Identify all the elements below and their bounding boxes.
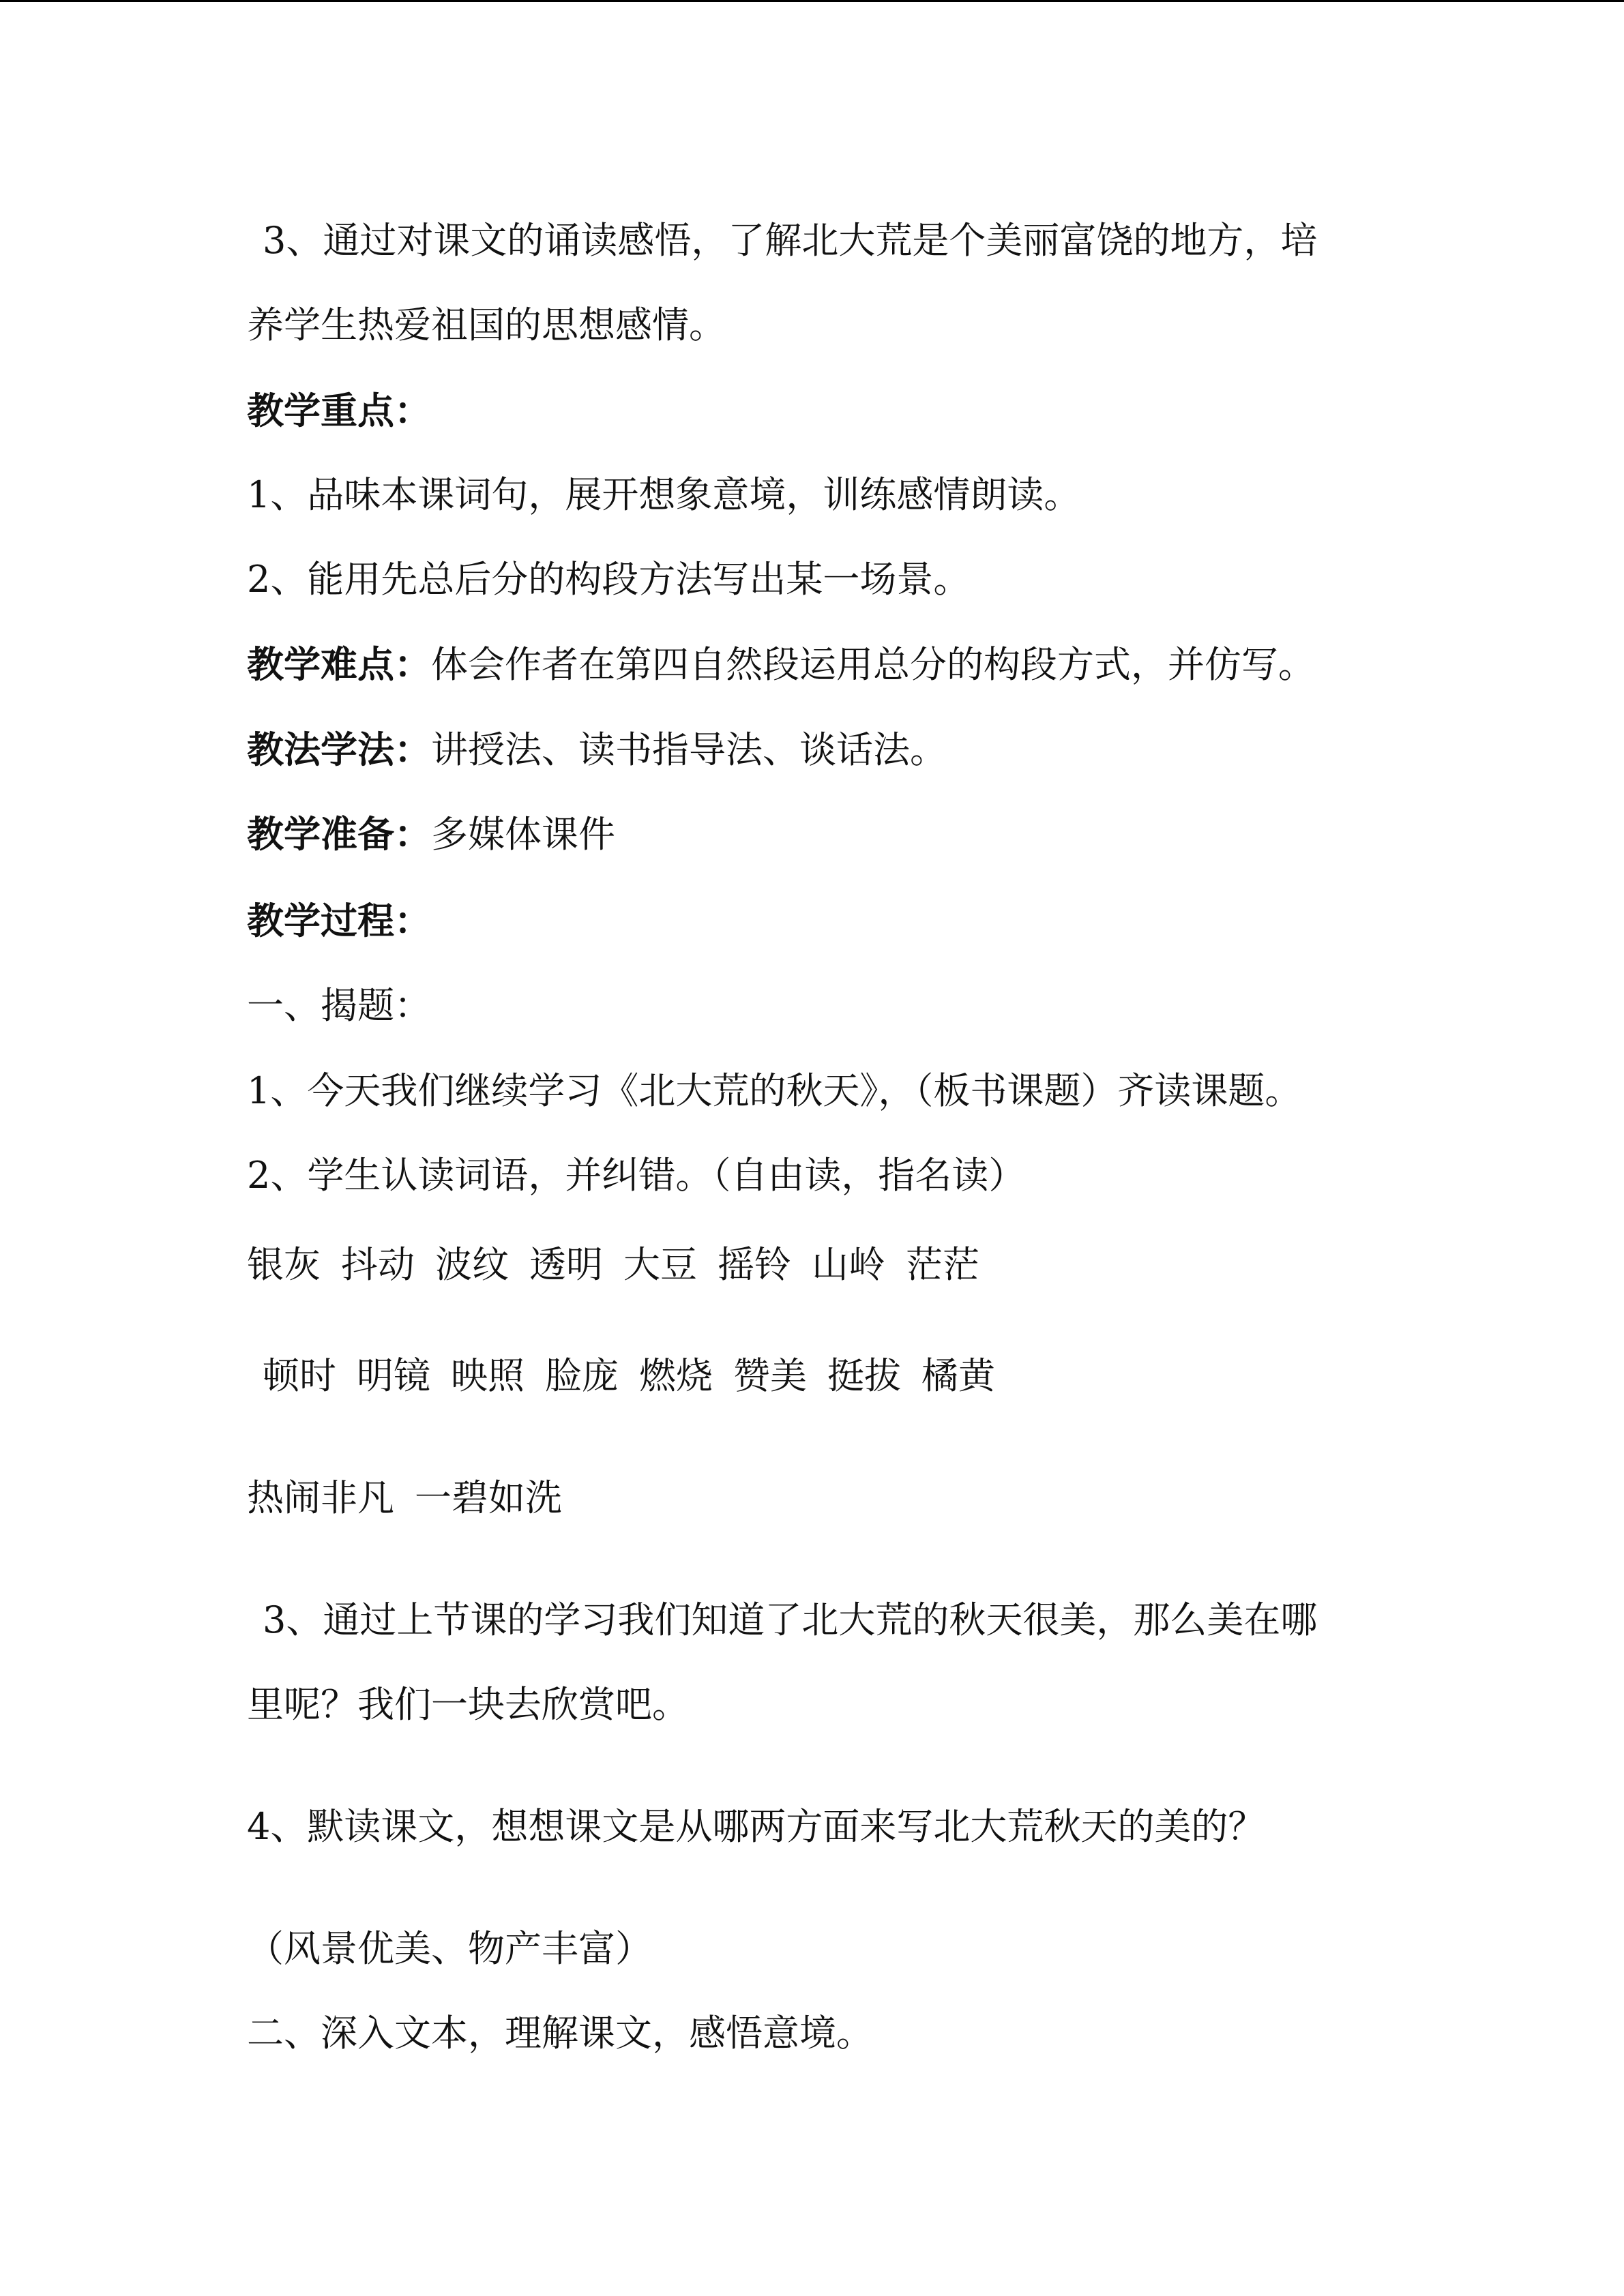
objective-3-line-1: 3、通过对课文的诵读感悟，了解北大荒是个美丽富饶的地方，培: [263, 219, 1318, 262]
vocabulary-word: 明镜: [357, 1354, 430, 1397]
process-step-1: 1、今天我们继续学习《北大荒的秋天》，（板书课题）齐读课题。: [247, 1069, 1302, 1112]
top-border: [0, 0, 1624, 2]
difficulty-label: 教学难点：: [247, 643, 431, 686]
vocabulary-word: 山岭: [812, 1243, 885, 1286]
methods-label: 教法学法：: [247, 728, 431, 771]
process-step-2: 2、学生认读词语，并纠错。（自由读，指名读）: [247, 1154, 1026, 1197]
vocabulary-row-2: [263, 1354, 1016, 1399]
vocabulary-word: 大豆: [623, 1243, 697, 1286]
vocabulary-word: 茫茫: [906, 1243, 979, 1286]
vocabulary-row-3: [247, 1476, 582, 1521]
section-1-heading: 一、揭题：: [247, 984, 431, 1027]
vocabulary-row-1: [247, 1242, 1000, 1287]
vocabulary-word: 挺拔: [827, 1354, 901, 1397]
section-2-heading: 二、深入文本，理解课文，感悟意境。: [247, 2012, 873, 2055]
key-point-item-2: 2、能用先总后分的构段方法写出某一场景。: [247, 558, 971, 601]
vocabulary-word: 抖动: [341, 1243, 415, 1286]
preparation-label: 教学准备：: [247, 813, 431, 856]
vocabulary-word: 透明: [529, 1243, 603, 1286]
process-step-3-line-2: 里呢？我们一块去欣赏吧。: [247, 1683, 689, 1726]
difficulty-row: [247, 642, 1315, 687]
vocabulary-word: 顿时: [263, 1354, 336, 1397]
key-point-item-1: 1、品味本课词句，展开想象意境，训练感情朗读。: [247, 473, 1081, 516]
preparation-text: 多媒体课件: [431, 813, 615, 856]
methods-row: [247, 728, 947, 773]
vocabulary-word: 脸庞: [545, 1354, 619, 1397]
vocabulary-word: 燃烧: [639, 1354, 713, 1397]
vocabulary-word: 波纹: [435, 1243, 509, 1286]
methods-text: 讲授法、读书指导法、谈话法。: [431, 728, 947, 771]
vocabulary-word: 银灰: [247, 1243, 321, 1286]
vocabulary-word: 赞美: [733, 1354, 807, 1397]
objective-3-line-2: 养学生热爱祖国的思想感情。: [247, 303, 726, 346]
process-step-3-line-1: 3、通过上节课的学习我们知道了北大荒的秋天很美，那么美在哪: [263, 1598, 1318, 1641]
process-step-4: 4、默读课文，想想课文是从哪两方面来写北大荒秋天的美的？: [247, 1805, 1265, 1848]
key-points-heading: 教学重点：: [247, 389, 431, 432]
vocabulary-word: 映照: [451, 1354, 525, 1397]
vocabulary-word: 热闹非凡: [247, 1476, 394, 1519]
vocabulary-word: 橘黄: [921, 1354, 995, 1397]
vocabulary-word: 摇铃: [718, 1243, 791, 1286]
preparation-row: [247, 812, 615, 857]
step-4-answer: （风景优美、物产丰富）: [247, 1927, 652, 1970]
process-heading: 教学过程：: [247, 899, 431, 942]
vocabulary-word: 一碧如洗: [415, 1476, 562, 1519]
difficulty-text: 体会作者在第四自然段运用总分的构段方式，并仿写。: [431, 643, 1315, 686]
